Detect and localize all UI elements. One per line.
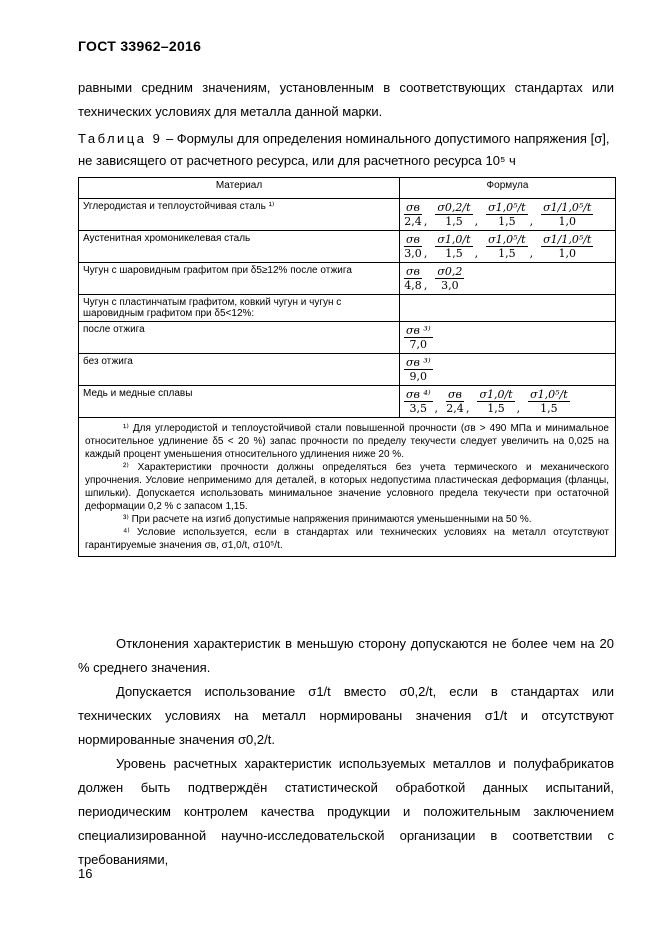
formula-separator: , [529,215,534,228]
fraction-numerator: σ1,0/t [479,388,513,401]
formula-separator: , [434,402,439,415]
fraction-numerator: σв [448,388,462,401]
formula-fraction [404,265,422,292]
material-cell: Чугун с пластинчатым графитом, ковкий чугун и чугун с шаровидным графитом при δ5<12%: [79,295,400,322]
fraction-numerator: σ0,2/t [437,201,471,214]
fraction-denominator: 2,4 [404,215,422,228]
intro-paragraph: равными средним значениям, установленным в соответствующих стандартах или технических условиях для металла данной марки. [78,80,614,119]
fraction-numerator: σв ³⁾ [406,324,431,337]
material-cell: без отжига [79,354,400,386]
fraction-denominator: 1,5 [540,402,558,415]
table-row [79,386,616,418]
notes-row [79,418,616,557]
formula-cell [400,231,616,263]
fraction-numerator: σв [406,265,420,278]
formula-cell [400,263,616,295]
table-caption-text: – Формулы для определения номинального допустимого напряжения [σ], не зависящего от расчетного ресурса, или для расчетного ресурса 10⁵ ч [78,131,610,168]
fraction-denominator: 1,5 [487,402,505,415]
fraction-denominator: 2,4 [446,402,464,415]
table-row [79,354,616,386]
formula-fraction [435,233,472,260]
table-row [79,295,616,322]
paragraph-allowed: Допускается использование σ1/t вместо σ0,2/t, если в стандартах или технических условиях на металл нормированы значения σ1/t и отсутствуют нормированные значения σ0,2/t. [78,684,614,747]
formula-cell [400,386,616,418]
header-material: Материал [79,178,400,199]
fraction-numerator: σв [406,233,420,246]
formula-fraction [435,201,472,228]
fraction-numerator: σ0,2 [437,265,463,278]
fraction-numerator: σ1,0⁵/t [530,388,568,401]
fraction-numerator: σ1,0/t [437,233,471,246]
fraction-numerator: σв ³⁾ [406,356,431,369]
document-header: ГОСТ 33962–2016 [78,38,202,54]
fraction-denominator: 1,0 [558,215,576,228]
formula-fraction [404,233,422,260]
formula-separator: , [465,402,470,415]
fraction-numerator: σ1,0⁵/t [488,201,526,214]
fraction-denominator: 1,0 [558,247,576,260]
material-cell: Медь и медные сплавы [79,386,400,418]
footnote: ¹⁾ Для углеродистой и теплоустойчивой стали повышенной прочности (σв > 490 МПа и минимальное относительное удлинение δ5 < 20 %) запас прочности по пределу текучести следует увеличить на 0,025 на каждый процент уменьшения относительного удлинения ниже 20 %. [85,423,609,460]
formula-fraction [404,324,433,351]
formula-fraction [404,356,433,383]
page-number: 16 [78,866,93,881]
formula-separator: , [423,247,428,260]
formula-separator: , [474,215,479,228]
fraction-denominator: 3,0 [441,279,459,292]
fraction-denominator: 1,5 [445,215,463,228]
table-caption [78,128,614,172]
formula-separator: , [474,247,479,260]
formula-separator: , [516,402,521,415]
table-body [79,199,616,557]
formula-fraction [486,233,528,260]
fraction-numerator: σ1/1,0⁵/t [543,233,592,246]
fraction-denominator: 1,5 [445,247,463,260]
formula-fraction [541,201,593,228]
paragraph-deviation: Отклонения характеристик в меньшую сторону допускаются не более чем на 20 % среднего значения. [78,636,614,675]
fraction-denominator: 3,5 [409,402,428,415]
footnote: ⁴⁾ Условие используется, если в стандартах или технических условиях на металл отсутствуют гарантируемые значения σв, σ1,0/t, σ10⁵/t. [85,527,609,551]
table-row [79,322,616,354]
formula-table [78,177,616,557]
fraction-denominator: 9,0 [409,370,428,383]
fraction-numerator: σв ⁴⁾ [406,388,431,401]
header-formula: Формула [400,178,616,199]
table-row [79,199,616,231]
formula-fraction [404,201,422,228]
formula-fraction [404,388,433,415]
fraction-numerator: σ1,0⁵/t [488,233,526,246]
paragraph-level: Уровень расчетных характеристик используемых металлов и полуфабрикатов должен быть подтверждён статистической обработкой данных испытаний, периодическим контролем качества продукции и положительным заключением специализированной научно-исследовательской организации в соответствии с требованиями, [78,756,614,867]
table-row [79,263,616,295]
formula-fraction [528,388,570,415]
formula-fraction [541,233,593,260]
fraction-denominator: 7,0 [409,338,428,351]
formula-fraction [477,388,514,415]
material-cell: Аустенитная хромоникелевая сталь [79,231,400,263]
formula-fraction [446,388,464,415]
formula-separator: , [423,279,428,292]
formula-separator: , [529,247,534,260]
material-cell: Углеродистая и теплоустойчивая сталь ¹⁾ [79,199,400,231]
fraction-denominator: 4,8 [404,279,422,292]
table-row [79,231,616,263]
fraction-denominator: 1,5 [498,215,516,228]
formula-fraction [435,265,464,292]
fraction-denominator: 1,5 [498,247,516,260]
formula-cell [400,295,616,322]
formula-cell [400,322,616,354]
table-caption-label: Таблица 9 [78,131,163,146]
formula-separator: , [423,215,428,228]
formula-cell [400,199,616,231]
fraction-numerator: σ1/1,0⁵/t [543,201,592,214]
table-notes [79,418,616,557]
footnote: ²⁾ Характеристики прочности должны определяться без учета термического и механического упрочнения. Условие неприменимо для деталей, в которых недопустима пластическая деформация (фланцы, шпильки). Допускается использовать минимальное значение условного предела текучести при остаточной деформации 0,2 % с запасом 1,15. [85,462,609,512]
fraction-numerator: σв [406,201,420,214]
material-cell: Чугун с шаровидным графитом при δ5≥12% после отжига [79,263,400,295]
material-cell: после отжига [79,322,400,354]
formula-fraction [486,201,528,228]
fraction-denominator: 3,0 [404,247,422,260]
formula-cell [400,354,616,386]
footnote: ³⁾ При расчете на изгиб допустимые напряжения принимаются уменьшенными на 50 %. [123,514,532,525]
